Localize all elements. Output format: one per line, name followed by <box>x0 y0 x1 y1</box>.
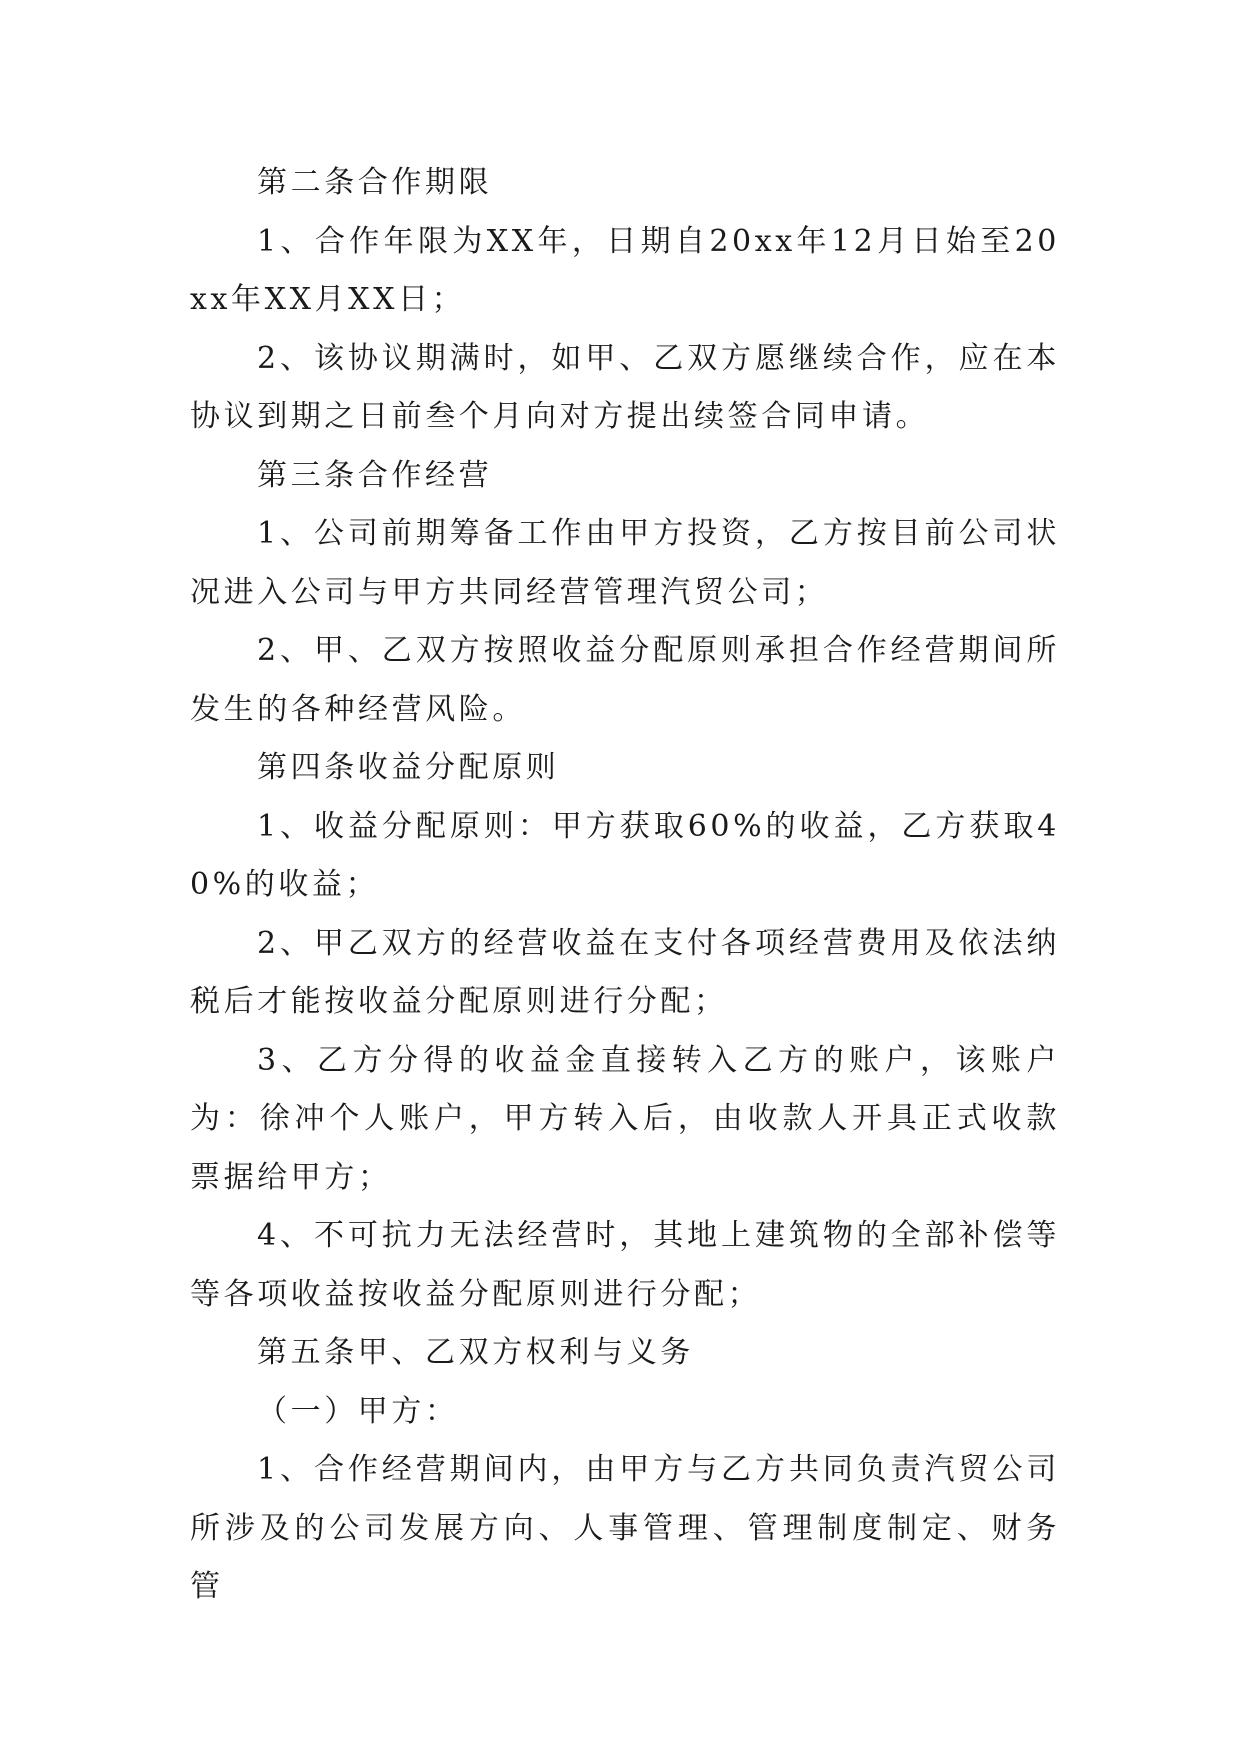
document-body <box>190 154 1060 1617</box>
party-a-clause-1: 1、合作经营期间内，由甲方与乙方共同负责汽贸公司所涉及的公司发展方向、人事管理、管理制度制定、财务管 <box>190 1452 1060 1604</box>
article-2-heading: 第二条合作期限 <box>257 165 493 200</box>
article-4-clause-3: 3、乙方分得的收益金直接转入乙方的账户，该账户为：徐冲个人账户，甲方转入后，由收款人开具正式收款票据给甲方； <box>190 1042 1060 1195</box>
article-2-clause-1: 1、合作年限为XX年，日期自20xx年12月日始至20xx年XX月XX日； <box>190 223 1060 317</box>
article-4-clause-4: 4、不可抗力无法经营时，其地上建筑物的全部补偿等等各项收益按收益分配原则进行分配； <box>190 1218 1060 1312</box>
article-4-clause-1: 1、收益分配原则：甲方获取60%的收益，乙方获取40%的收益； <box>190 808 1060 902</box>
article-4-clause-2: 2、甲乙双方的经营收益在支付各项经营费用及依法纳税后才能按收益分配原则进行分配； <box>190 925 1060 1019</box>
article-4-heading: 第四条收益分配原则 <box>257 750 560 785</box>
article-3-clause-1: 1、公司前期筹备工作由甲方投资，乙方按目前公司状况进入公司与甲方共同经营管理汽贸公司； <box>190 516 1060 610</box>
party-a-subheading: （一）甲方： <box>257 1393 459 1429</box>
article-2-clause-2: 2、该协议期满时，如甲、乙双方愿继续合作，应在本协议到期之日前叁个月向对方提出续签合同申请。 <box>190 340 1060 434</box>
article-5-heading: 第五条甲、乙双方权利与义务 <box>257 1335 694 1370</box>
article-3-clause-2: 2、甲、乙双方按照收益分配原则承担合作经营期间所发生的各种经营风险。 <box>190 633 1060 727</box>
article-3-heading: 第三条合作经营 <box>257 457 493 493</box>
